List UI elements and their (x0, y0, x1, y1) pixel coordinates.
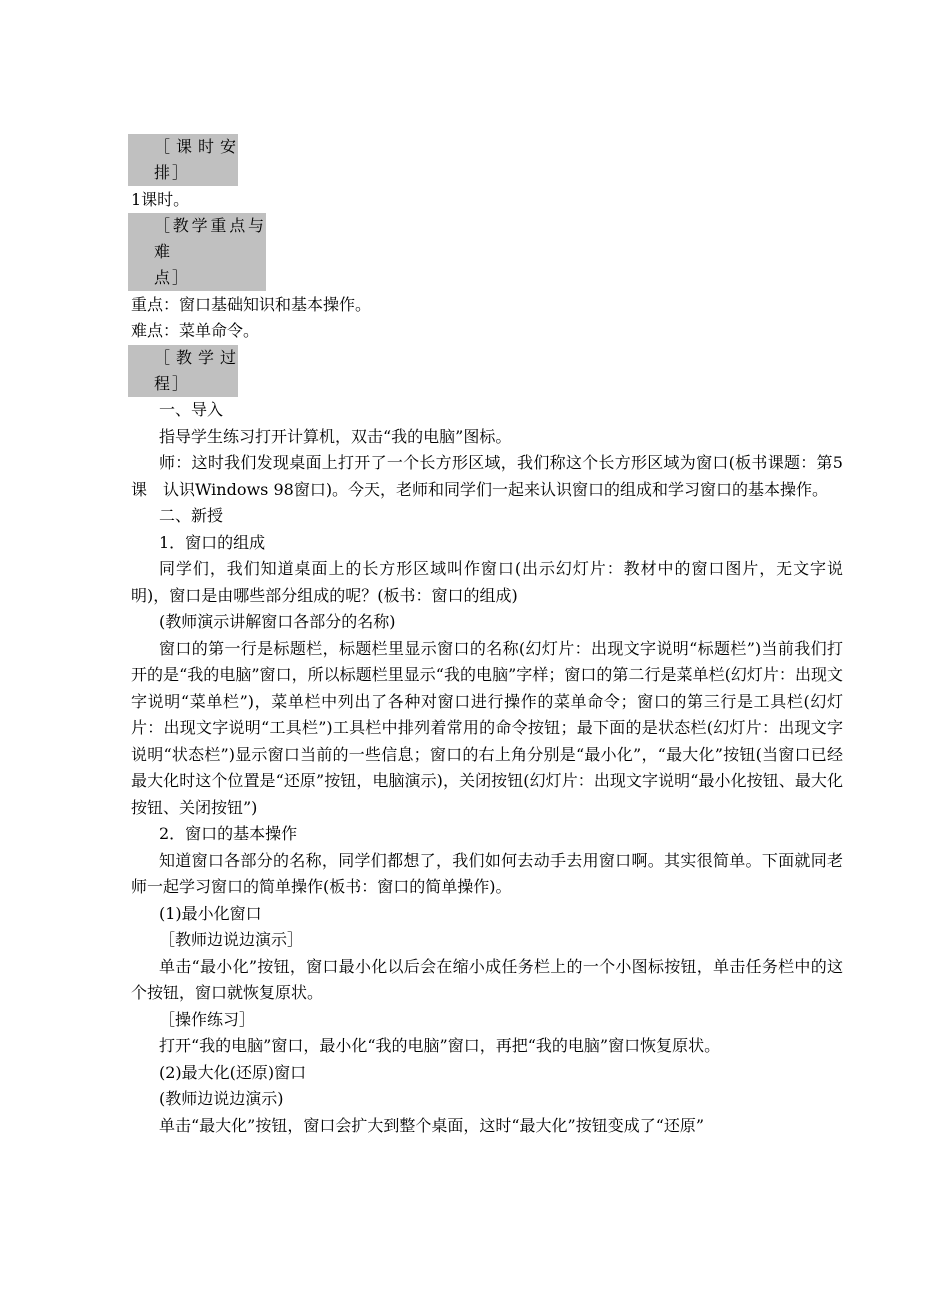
heading-introduction: 一、导入 (159, 400, 224, 419)
lesson-plan-body (131, 134, 843, 1139)
section-heading-process (128, 345, 238, 397)
paragraph-hours: 1课时。 (131, 189, 190, 209)
paragraph: 打开“我的电脑”窗口，最小化“我的电脑”窗口，再把“我的电脑”窗口恢复原状。 (159, 1036, 721, 1055)
section-heading-focus (128, 213, 266, 291)
heading-basic-operations: 2．窗口的基本操作 (159, 824, 298, 843)
heading-new-lesson: 二、新授 (159, 506, 224, 525)
heading-minimize-window: (1)最小化窗口 (159, 903, 262, 923)
paragraph: 单击“最大化”按钮，窗口会扩大到整个桌面，这时“最大化”按钮变成了“还原” (159, 1115, 705, 1135)
paragraph-difficulty: 难点：菜单命令。 (131, 321, 260, 340)
paragraph: (教师边说边演示) (159, 1089, 284, 1108)
heading-maximize-window: (2)最大化(还原)窗口 (159, 1062, 307, 1082)
paragraph: 知道窗口各部分的名称，同学们都想了，我们如何去动手去用窗口啊。其实很简单。下面就同老师一起学习窗口的简单操作(板书：窗口的简单操作)。 (131, 850, 843, 896)
heading-practice: ［操作练习］ (159, 1009, 256, 1029)
paragraph: 单击“最小化”按钮，窗口最小化以后会在缩小成任务栏上的一个小图标按钮，单击任务栏中的这个按钮，窗口就恢复原状。 (131, 956, 843, 1002)
paragraph: 指导学生练习打开计算机，双击“我的电脑”图标。 (159, 426, 512, 446)
section-heading-schedule (128, 134, 238, 186)
paragraph: 窗口的第一行是标题栏，标题栏里显示窗口的名称(幻灯片：出现文字说明“标题栏”)当前我们打开的是“我的电脑”窗口，所以标题栏里显示“我的电脑”字样；窗口的第二行是菜单栏(幻灯片：出现文字说明“菜单栏”)，菜单栏中列出了各种对窗口进行操作的菜单命令；窗口的第三行是工具栏(幻灯片：出现文字说明“工具栏”)工具栏中排列着常用的命令按钮；最下面的是状态栏(幻灯片：出现文字说明“状态栏”)显示窗口当前的一些信息；窗口的右上角分别是“最小化”，“最大化”按钮(当窗口已经最大化时这个位置是“还原”按钮，电脑演示)，关闭按钮(幻灯片：出现文字说明“最小化按钮、最大化按钮、关闭按钮”) (131, 638, 843, 817)
paragraph: 师：这时我们发现桌面上打开了一个长方形区域，我们称这个长方形区域为窗口(板书课题：第5课 认识Windows 98窗口)。今天，老师和同学们一起来认识窗口的组成和学习窗口的基本操作。 (131, 453, 843, 499)
paragraph: (教师演示讲解窗口各部分的名称) (159, 612, 396, 631)
section-heading-line: ［课时安 (154, 137, 238, 156)
section-heading-line: 程］ (154, 373, 191, 393)
section-heading-line: ［教学过 (154, 347, 238, 367)
section-heading-line: 点］ (154, 268, 191, 287)
section-heading-line: 排］ (154, 163, 191, 182)
section-heading-line: ［教学重点与难 (154, 216, 266, 261)
paragraph: 同学们，我们知道桌面上的长方形区域叫作窗口(出示幻灯片：教材中的窗口图片，无文字说明)，窗口是由哪些部分组成的呢？(板书：窗口的组成) (131, 559, 843, 605)
paragraph-key-point: 重点：窗口基础知识和基本操作。 (131, 294, 372, 314)
paragraph: ［教师边说边演示］ (159, 930, 304, 949)
heading-window-composition: 1．窗口的组成 (159, 532, 266, 552)
